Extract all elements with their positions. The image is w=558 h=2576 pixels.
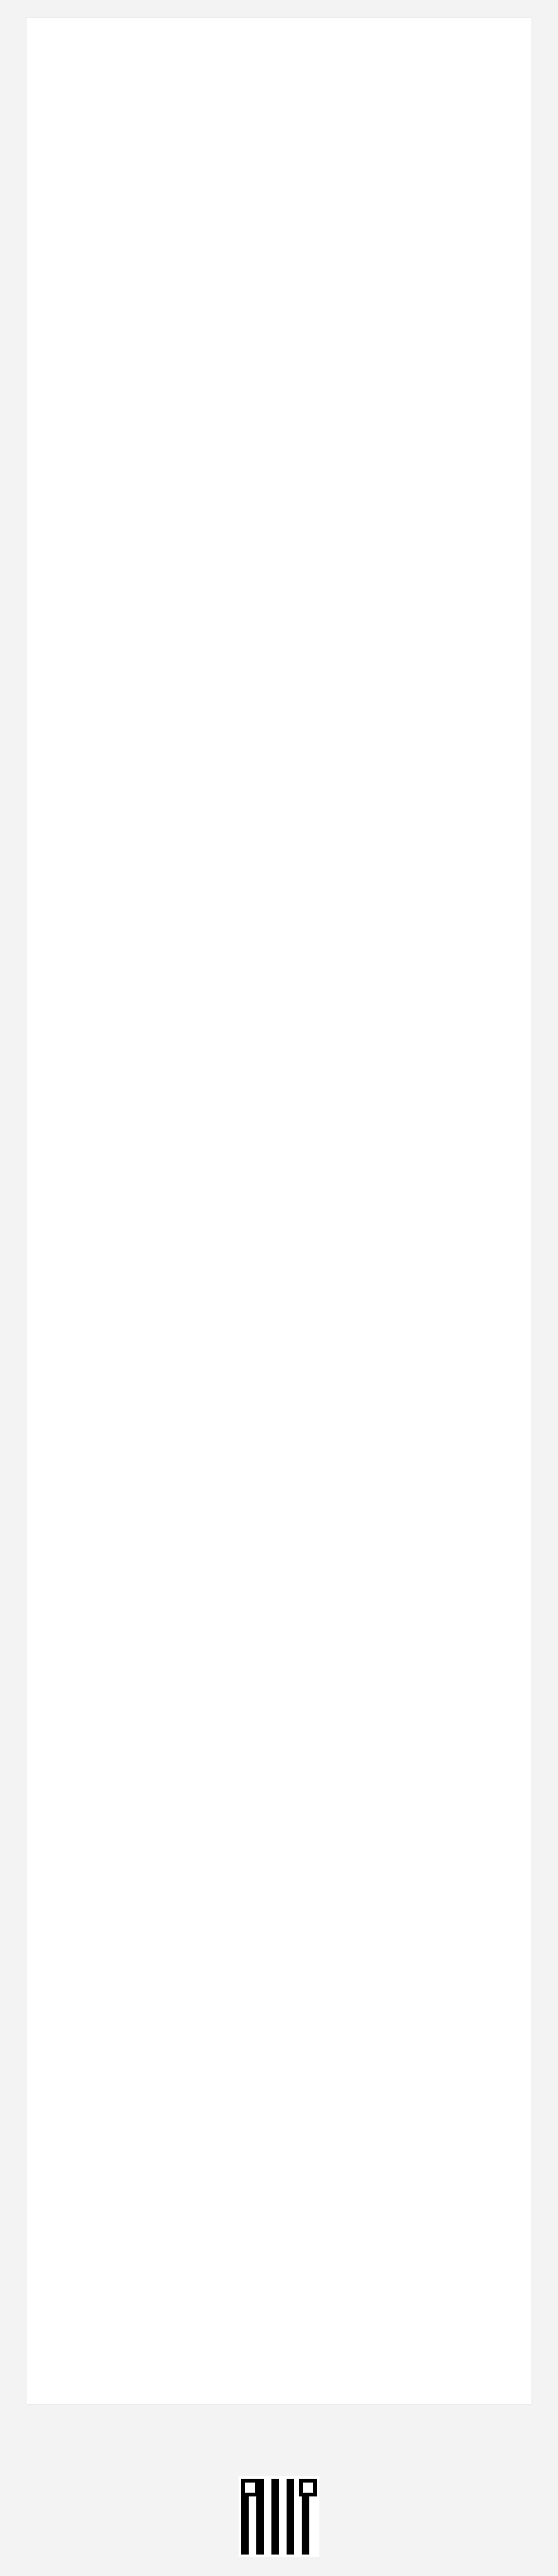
footer bbox=[0, 2437, 558, 2573]
strategy-heading bbox=[57, 159, 501, 173]
store-section bbox=[57, 196, 501, 232]
store-section bbox=[57, 136, 501, 173]
section-title bbox=[57, 136, 501, 148]
strategy-heading bbox=[57, 337, 501, 351]
document-title bbox=[57, 78, 501, 104]
store-section bbox=[57, 255, 501, 292]
qr-caption bbox=[0, 2565, 558, 2573]
strategy-heading bbox=[57, 218, 501, 232]
section-title bbox=[57, 196, 501, 207]
qr-code-icon bbox=[239, 2476, 319, 2557]
section-title bbox=[57, 255, 501, 266]
store-section bbox=[57, 314, 501, 351]
footer-note bbox=[0, 2437, 558, 2446]
strategy-heading bbox=[57, 278, 501, 292]
section-title bbox=[57, 314, 501, 326]
document-page bbox=[27, 18, 531, 2404]
